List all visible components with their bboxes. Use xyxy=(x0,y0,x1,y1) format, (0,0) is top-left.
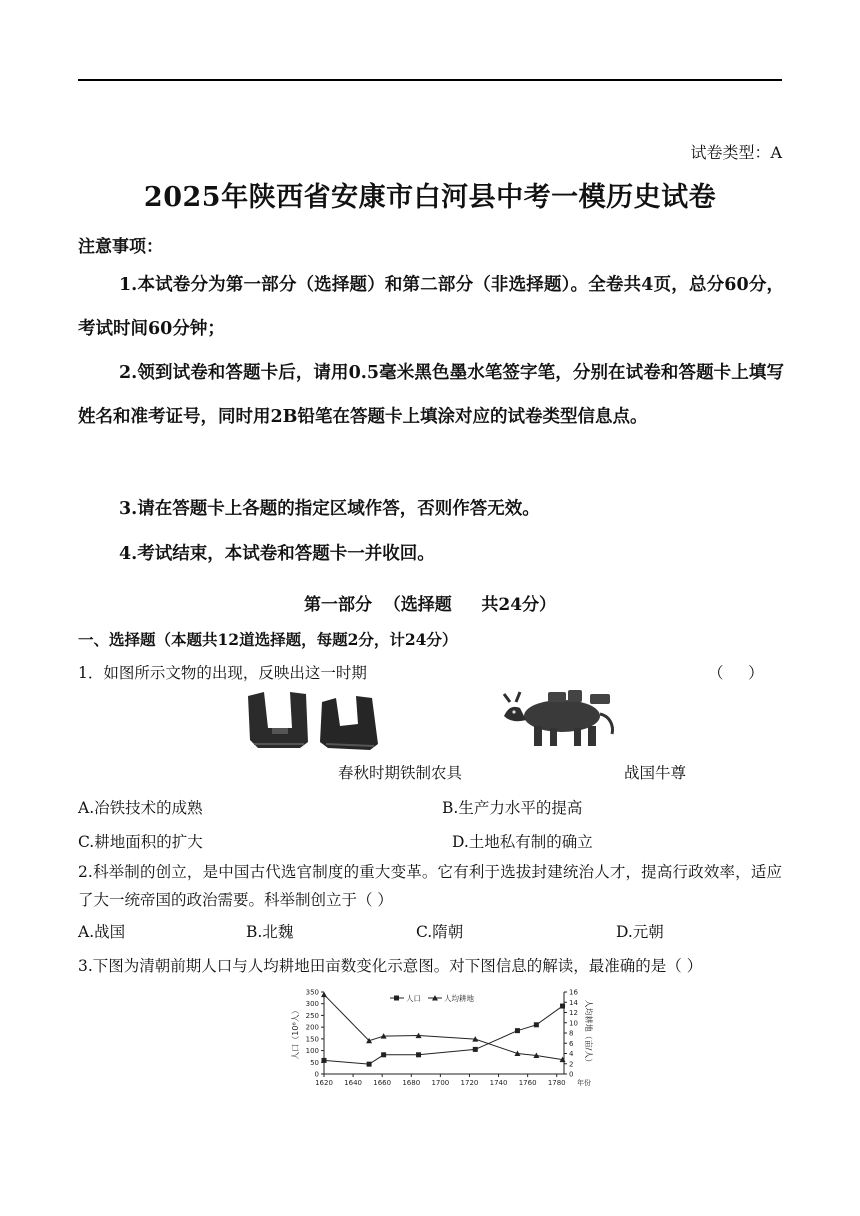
population-point xyxy=(381,1052,386,1057)
left-axis-label: 人口（10⁶人） xyxy=(291,1006,300,1060)
population-point xyxy=(515,1028,520,1033)
farmland-series-line xyxy=(324,995,563,1060)
q1-option-b: B.生产力水平的提高 xyxy=(442,799,583,817)
right-tick-label: 12 xyxy=(569,1009,578,1017)
right-tick-label: 8 xyxy=(569,1029,574,1038)
x-tick-label: 1640 xyxy=(344,1079,363,1087)
paper-type-label: 试卷类型：A xyxy=(690,143,782,162)
header-rule xyxy=(78,79,782,81)
population-point xyxy=(473,1047,478,1052)
left-tick-label: 50 xyxy=(310,1058,319,1067)
q1-caption-ox-zun: 战国牛尊 xyxy=(624,764,687,782)
left-tick-label: 100 xyxy=(305,1047,319,1056)
q2-option-c: C.隋朝 xyxy=(416,923,464,941)
x-tick-label: 1620 xyxy=(315,1079,333,1087)
x-tick-label: 1740 xyxy=(489,1079,508,1087)
q1-option-c: C.耕地面积的扩大 xyxy=(78,833,203,851)
right-tick-label: 6 xyxy=(569,1039,574,1048)
right-axis-label: 人均耕地（亩/人） xyxy=(584,999,593,1067)
mc-section-heading: 一、选择题（本题共12道选择题，每题2分，计24分） xyxy=(78,630,458,649)
left-tick-label: 350 xyxy=(305,988,319,997)
q2-option-d: D.元朝 xyxy=(616,923,664,941)
population-point xyxy=(367,1062,372,1067)
exam-title: 2025年陕西省安康市白河县中考一模历史试卷 xyxy=(143,182,717,213)
population-point xyxy=(322,1058,327,1063)
population-point xyxy=(416,1052,421,1057)
legend-farmland-label: 人均耕地 xyxy=(444,994,474,1003)
x-tick-label: 1700 xyxy=(431,1079,450,1087)
notice-item-3: 3.请在答题卡上各题的指定区域作答，否则作答无效。 xyxy=(119,499,540,519)
notice-item-1: 1.本试卷分为第一部分（选择题）和第二部分（非选择题）。全卷共4页，总分60分，考试时间60分钟； xyxy=(78,275,784,339)
q2-option-b: B.北魏 xyxy=(246,923,294,941)
q2-option-a: A.战国 xyxy=(78,923,126,941)
q1-stem: 1．如图所示文物的出现，反映出这一时期 xyxy=(78,664,367,682)
q3-stem: 3.下图为清朝前期人口与人均耕地田亩数变化示意图。对下图信息的解读，最准确的是（ ） xyxy=(78,957,703,975)
notice-item-2: 2.领到试卷和答题卡后，请用0.5毫米黑色墨水笔签字笔，分别在试卷和答题卡上填写姓名和准考证号，同时用2B铅笔在答题卡上填涂对应的试卷类型信息点。 xyxy=(78,363,784,427)
left-tick-label: 200 xyxy=(305,1023,319,1032)
q1-answer-paren: （ ） xyxy=(708,664,764,682)
q1-option-d: D.土地私有制的确立 xyxy=(452,833,593,851)
notice-heading: 注意事项： xyxy=(78,237,163,257)
right-tick-label: 4 xyxy=(569,1050,574,1058)
population-point xyxy=(560,1004,565,1009)
ox-zun-image xyxy=(500,686,620,750)
x-tick-label: 1720 xyxy=(460,1079,479,1087)
population-farmland-chart xyxy=(268,982,612,1090)
right-tick-label: 16 xyxy=(569,988,578,997)
right-tick-label: 2 xyxy=(569,1060,574,1069)
x-tick-label: 1780 xyxy=(547,1079,566,1087)
q1-caption-iron-tools: 春秋时期铁制农具 xyxy=(338,764,463,782)
x-tick-label: 1680 xyxy=(402,1079,421,1087)
population-point xyxy=(534,1022,539,1027)
left-tick-label: 0 xyxy=(314,1070,319,1079)
left-tick-label: 300 xyxy=(305,1000,319,1009)
x-tick-label: 1760 xyxy=(518,1079,537,1087)
legend-population-marker xyxy=(394,996,399,1001)
left-tick-label: 150 xyxy=(305,1035,319,1044)
iron-tools-image xyxy=(244,688,390,754)
right-tick-label: 14 xyxy=(569,998,578,1007)
notice-item-4: 4.考试结束，本试卷和答题卡一并收回。 xyxy=(119,544,435,564)
right-tick-label: 10 xyxy=(569,1019,578,1028)
x-tick-label: 1660 xyxy=(373,1079,392,1087)
q1-option-a: A.冶铁技术的成熟 xyxy=(78,799,203,817)
population-series-line xyxy=(324,1006,563,1064)
q2-stem: 2.科举制的创立，是中国古代选官制度的重大变革。它有利于选拔封建统治人才，提高行政效率，适应了大一统帝国的政治需要。科举制创立于（ ） xyxy=(78,863,782,909)
x-axis-label: 年份 xyxy=(577,1079,591,1087)
legend-population-label: 人口 xyxy=(406,994,421,1003)
part1-title: 第一部分 （选择题 共24分） xyxy=(303,595,557,615)
right-tick-label: 0 xyxy=(569,1070,574,1079)
left-tick-label: 250 xyxy=(305,1011,319,1020)
